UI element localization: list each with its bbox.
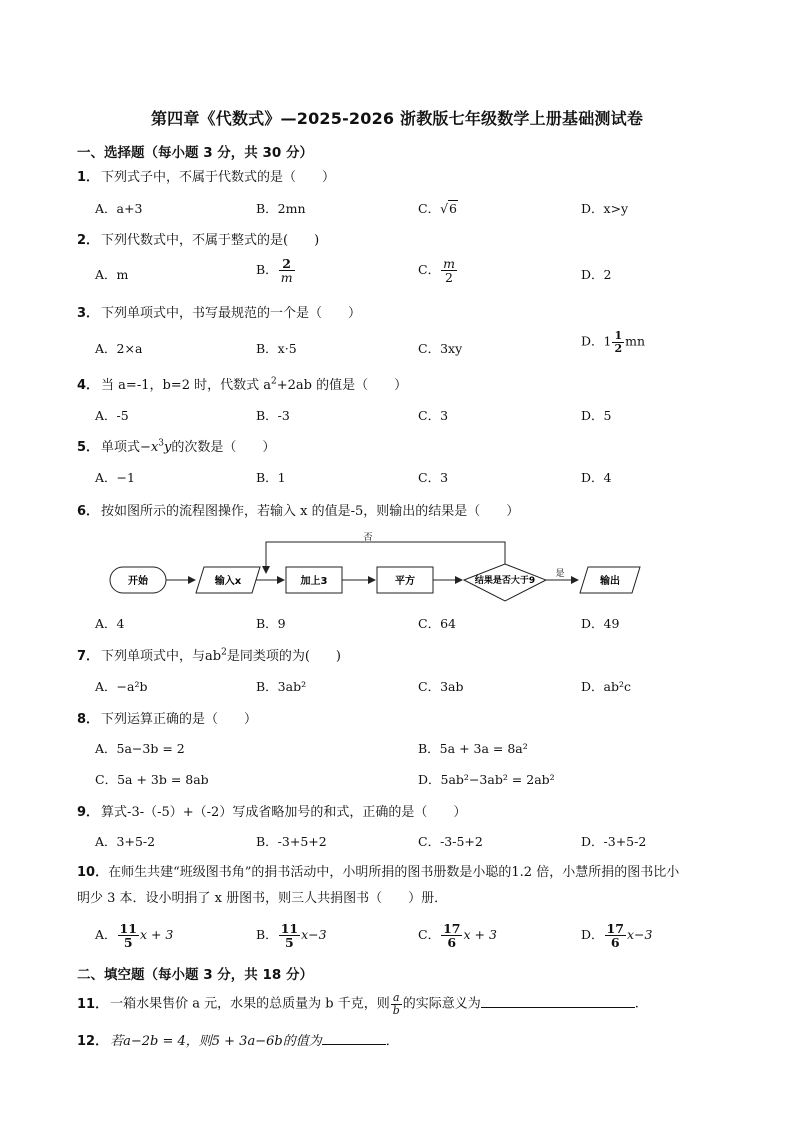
- question-text-end: 的次数是（ ）: [171, 440, 276, 455]
- square-label: 平方: [395, 576, 415, 587]
- question-number: 7．: [77, 649, 100, 664]
- question-text-end: 是同类项的为( ): [226, 649, 342, 664]
- option-b: B．x·5: [256, 341, 297, 356]
- question-text: 当 a=-1，b=2 时，代数式 a: [101, 378, 271, 393]
- option-b: [256, 257, 296, 284]
- output-label: 输出: [600, 576, 620, 587]
- question-9: [77, 801, 466, 820]
- option-c: [418, 257, 458, 284]
- question-text: 按如图所示的流程图操作，若输入 x 的值是-5，则输出的结果是（ ）: [101, 504, 520, 519]
- option-d: D．5: [581, 408, 612, 423]
- question-number: 5．: [77, 440, 100, 455]
- section-heading-choice: 一、选择题（每小题 3 分，共 30 分）: [77, 145, 313, 161]
- question-text: 在师生共建“班级图书角”的捐书活动中，小明所捐的图书册数是小聪的1.2 倍，小慧所捐的图书比小: [108, 865, 680, 880]
- question-2: [77, 229, 319, 248]
- option-label: D．1: [581, 333, 612, 349]
- question-line: 明少 3 本．设小明捐了 x 册图书，则三人共捐图书（ ）册．: [77, 891, 448, 906]
- question-12: [77, 1030, 399, 1049]
- option-a: A．2×a: [95, 341, 143, 356]
- variable: y: [164, 440, 172, 455]
- option-label: B．: [256, 262, 278, 278]
- fraction: [441, 922, 462, 949]
- fraction: [118, 922, 139, 949]
- option-c: C．√6: [418, 201, 457, 216]
- option-tail: x + 3: [139, 927, 174, 943]
- answer-blank[interactable]: [322, 1032, 386, 1045]
- question-number: 8．: [77, 712, 100, 727]
- denominator: m: [280, 270, 293, 286]
- question-text: 一箱水果售价 a 元，水果的总质量为 b 千克，则: [110, 996, 390, 1012]
- option-b: B．-3: [256, 408, 290, 423]
- option-tail: x−3: [301, 927, 327, 943]
- fraction: [279, 257, 295, 284]
- question-1: [77, 166, 335, 185]
- yes-label: 是: [555, 569, 565, 579]
- option-b: B．9: [256, 616, 286, 631]
- option-d: D．x>y: [581, 201, 629, 216]
- option-d: [581, 922, 652, 949]
- question-end-mark: .: [634, 996, 639, 1012]
- option-c: C．64: [418, 616, 456, 631]
- option-c: C．3: [418, 408, 449, 423]
- option-a: A．m: [95, 267, 129, 282]
- option-a: A．−1: [95, 470, 135, 485]
- denominator: 6: [447, 935, 457, 951]
- option-a: A．5a−3b = 2: [95, 741, 185, 756]
- fraction: [605, 922, 626, 949]
- question-number: 11．: [77, 996, 109, 1012]
- question-text: 算式-3-（-5）+（-2）写成省略加号的和式，正确的是（ ）: [101, 805, 467, 820]
- numerator: 2: [279, 257, 295, 271]
- variable: x: [150, 440, 159, 455]
- question-number: 3．: [77, 306, 100, 321]
- numerator: 17: [606, 921, 624, 936]
- option-tail: mn: [625, 333, 646, 349]
- question-number: 4．: [77, 378, 100, 393]
- question-8: [77, 708, 257, 727]
- question-4: [77, 374, 407, 393]
- option-c: C．-3-5+2: [418, 834, 483, 849]
- numerator: 1: [614, 329, 623, 342]
- question-number: 12．: [77, 1034, 109, 1049]
- numerator: a: [391, 992, 402, 1005]
- option-b: B．-3+5+2: [256, 834, 327, 849]
- option-d: D．4: [581, 470, 612, 485]
- question-number: 6．: [77, 504, 100, 519]
- option-b: B．1: [256, 470, 286, 485]
- superscript: 2: [221, 647, 227, 658]
- numerator: 11: [280, 921, 299, 936]
- question-text: 若a−2b = 4，则5 + 3a−6b的值为: [110, 1034, 322, 1049]
- question-text: 下列单项式中，书写最规范的一个是（ ）: [101, 306, 362, 321]
- option-c: C．5a + 3b = 8ab: [95, 772, 209, 787]
- option-c: C．3: [418, 470, 449, 485]
- option-d: D．5ab²−3ab² = 2ab²: [418, 772, 555, 787]
- question-number: 9．: [77, 805, 100, 820]
- option-b: [256, 922, 327, 949]
- denominator: b: [392, 1003, 400, 1017]
- option-d: D．2: [581, 267, 612, 282]
- input-label: 输入x: [214, 576, 242, 587]
- page-title: 第四章《代数式》—2025-2026 浙教版七年级数学上册基础测试卷: [150, 109, 644, 128]
- option-tail: x−3: [626, 927, 653, 943]
- radicand: 6: [449, 201, 457, 216]
- option-a: A．3+5-2: [95, 834, 156, 849]
- fraction: [612, 330, 624, 354]
- numerator: 17: [443, 921, 461, 936]
- superscript: 2: [271, 376, 277, 387]
- question-11: [77, 992, 639, 1016]
- fraction: [279, 922, 300, 949]
- answer-blank[interactable]: [481, 995, 635, 1008]
- option-c: C．3xy: [418, 341, 463, 356]
- option-d: D．ab²c: [581, 679, 631, 694]
- option-a: A．-5: [95, 408, 129, 423]
- question-6: [77, 500, 519, 519]
- question-number: 1．: [77, 170, 100, 185]
- section-heading-fill: 二、填空题（每小题 3 分，共 18 分）: [77, 967, 313, 983]
- superscript: 3: [158, 438, 165, 449]
- start-label: 开始: [128, 576, 148, 587]
- option-a: A．−a²b: [95, 679, 148, 694]
- question-7: [77, 645, 341, 664]
- flowchart: [100, 530, 650, 605]
- option-label: B．: [256, 927, 278, 943]
- numerator: 11: [119, 921, 137, 936]
- no-label: 否: [363, 533, 373, 543]
- denominator: 2: [445, 270, 453, 286]
- question-3: [77, 302, 361, 321]
- option-label: C．: [418, 201, 441, 216]
- fraction: [441, 257, 457, 284]
- question-text: 下列式子中，不属于代数式的是（ ）: [101, 170, 336, 185]
- question-text: 下列运算正确的是（ ）: [101, 712, 258, 727]
- option-b: B．3ab²: [256, 679, 307, 694]
- option-c: [418, 922, 497, 949]
- question-number: 2．: [77, 233, 100, 248]
- option-d: [581, 330, 645, 354]
- add-label: 加上3: [300, 576, 328, 587]
- option-d: D．-3+5-2: [581, 834, 647, 849]
- question-text: 单项式−: [101, 440, 151, 455]
- denominator: 5: [123, 935, 133, 951]
- option-d: D．49: [581, 616, 620, 631]
- question-text-end: 的实际意义为: [402, 996, 481, 1012]
- question-10: [77, 860, 747, 912]
- option-label: D．: [581, 927, 604, 943]
- numerator: m: [443, 256, 455, 271]
- question-5: [77, 436, 275, 455]
- option-a: A．a+3: [95, 201, 143, 216]
- option-tail: x + 3: [463, 927, 497, 943]
- option-b: B．5a + 3a = 8a²: [418, 741, 528, 756]
- question-text: 下列单项式中，与ab: [101, 649, 222, 664]
- denominator: 2: [614, 341, 623, 355]
- option-label: A．: [95, 927, 117, 943]
- question-end-mark: ．: [385, 1034, 399, 1049]
- question-text-end: +2ab 的值是（ ）: [276, 378, 408, 393]
- question-line: [77, 860, 747, 886]
- decision-label: 结果是否大于9: [474, 576, 536, 586]
- question-number: 10．: [77, 865, 109, 880]
- denominator: 6: [610, 935, 620, 951]
- denominator: 5: [285, 935, 294, 951]
- option-a: [95, 922, 173, 949]
- question-text: 下列代数式中，不属于整式的是( ): [101, 233, 320, 248]
- option-label: C．: [418, 262, 441, 278]
- option-c: C．3ab: [418, 679, 464, 694]
- option-a: A．4: [95, 616, 125, 631]
- option-b: B．2mn: [256, 201, 306, 216]
- option-label: C．: [418, 927, 441, 943]
- fraction: [391, 992, 402, 1016]
